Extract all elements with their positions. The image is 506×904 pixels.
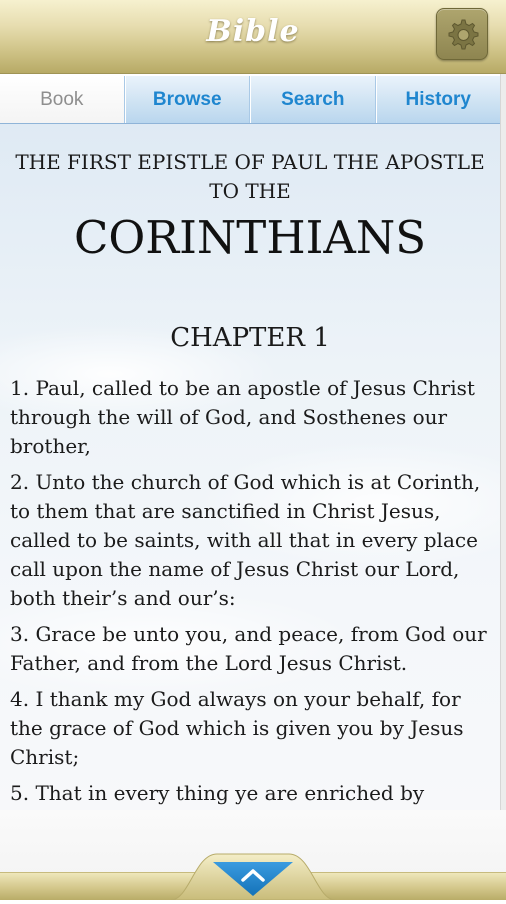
chapter-heading: CHAPTER 1 [170,323,330,353]
settings-button[interactable] [436,8,488,60]
verse[interactable]: 4. I thank my God always on your behalf, for the grace of God which is given you by Jesus Christ; [10,687,464,769]
tab-bar [0,76,500,124]
gear-icon [445,17,479,51]
app-header [0,0,506,74]
tab-book[interactable]: Book [0,76,125,123]
epistle-title: THE FIRST EPISTLE OF PAUL THE APOSTLE TO THE [15,150,485,203]
reading-pane[interactable] [0,124,500,810]
tab-history[interactable]: History [376,76,501,123]
scrollbar[interactable] [500,74,506,810]
verse[interactable]: 2. Unto the church of God which is at Corinth, to them that are sanctified in Christ Jesus, called to be saints, with all that in every place call upon the name of Jesus Christ our Lord, both their’s and our’s: [10,470,481,610]
tab-search[interactable]: Search [250,76,376,123]
app-title: Bible [206,14,300,49]
verse[interactable]: 1. Paul, called to be an apostle of Jesus Christ through the will of God, and Sosthenes our brother, [10,376,475,458]
tab-browse[interactable]: Browse [125,76,251,123]
pull-up-handle[interactable] [171,852,335,900]
verse[interactable]: 5. That in every thing ye are enriched by [10,781,425,805]
book-name: CORINTHIANS [73,211,427,264]
verse[interactable]: 3. Grace be unto you, and peace, from God our Father, and from the Lord Jesus Christ. [10,622,487,675]
